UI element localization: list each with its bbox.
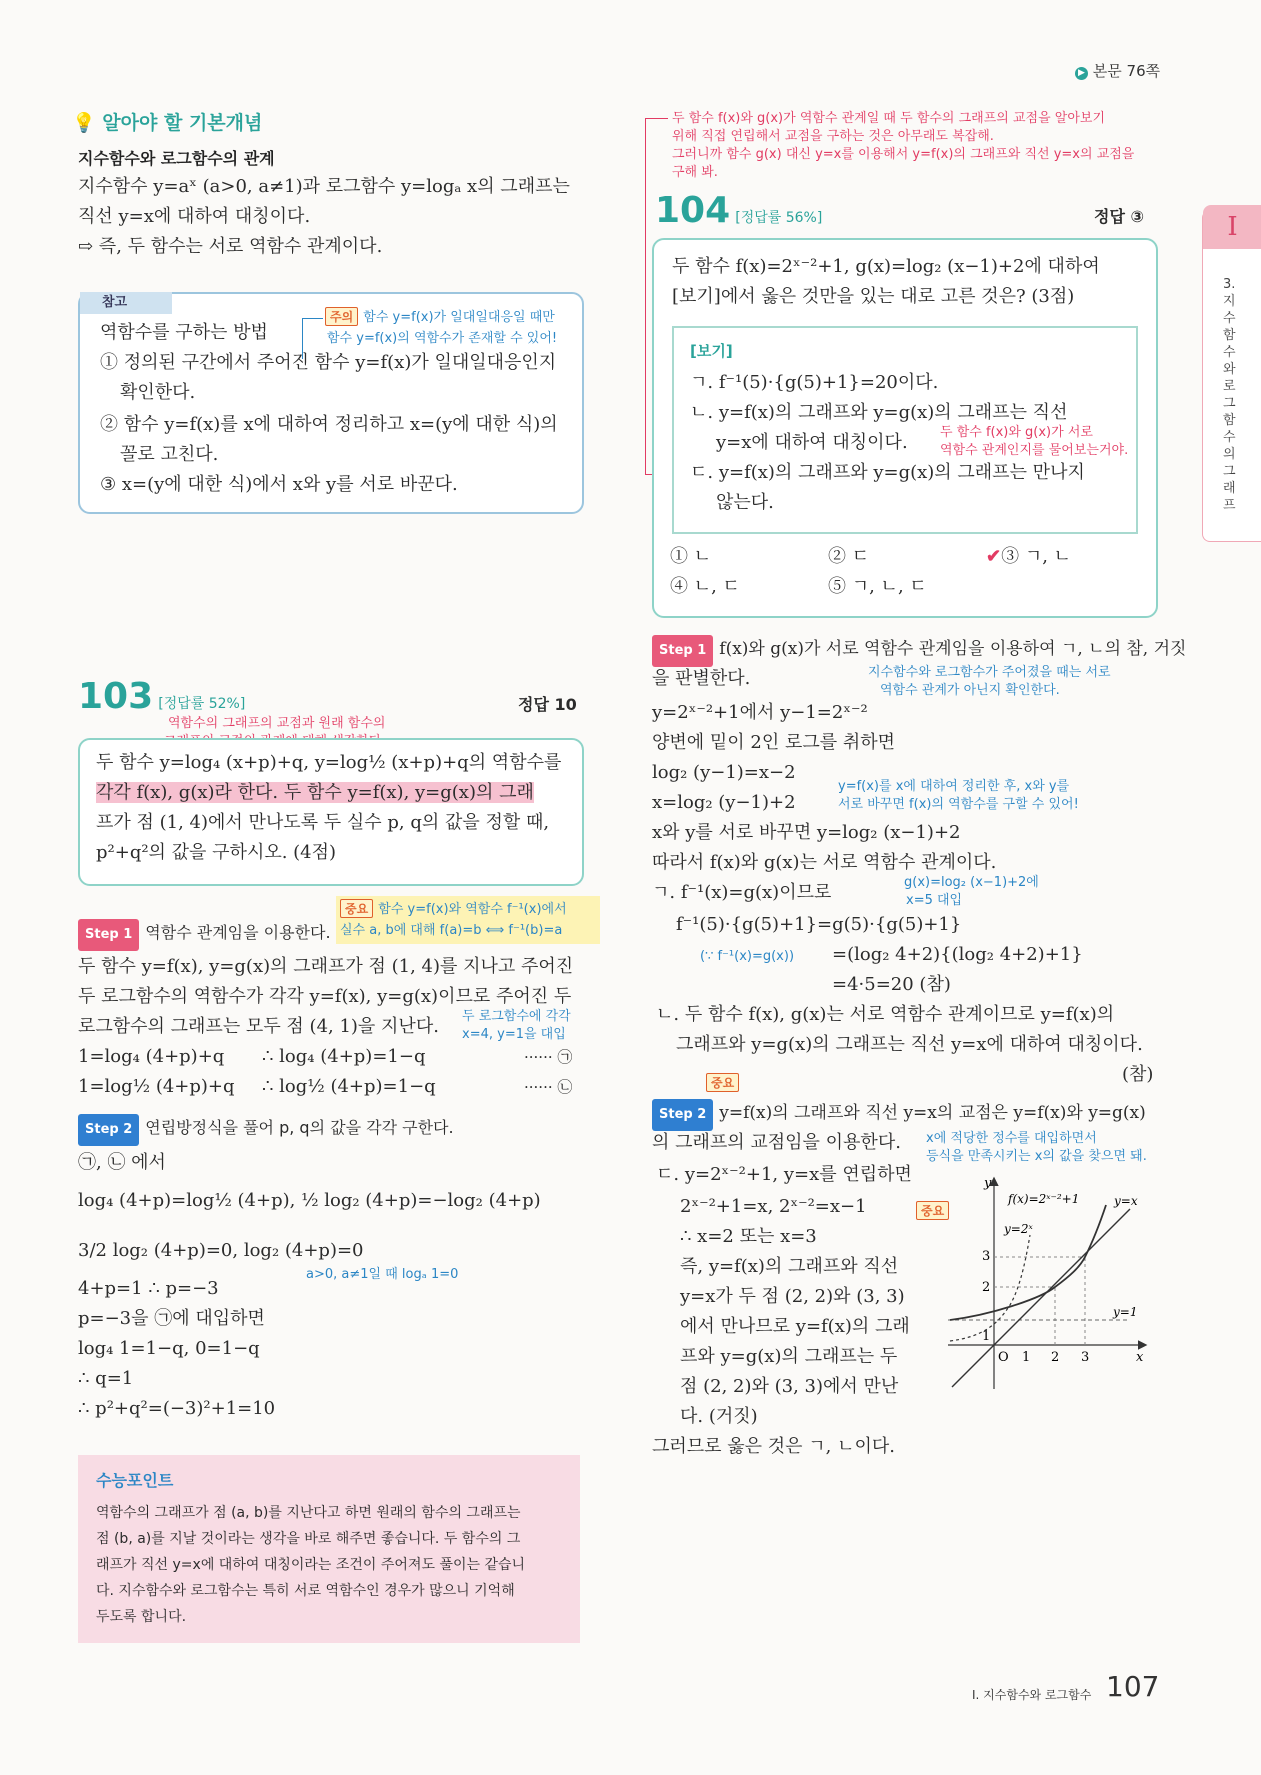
problem-103-step-1: Step 1 역함수 관계임을 이용한다.: [78, 918, 331, 951]
reference-step-1-cont: 확인한다.: [120, 382, 196, 403]
d-line-5: y=x가 두 점 (2, 2)와 (3, 3): [680, 1286, 905, 1307]
caution-connector: [302, 318, 323, 359]
function-graph: [930, 1175, 1160, 1395]
d-line-1: ㄷ. y=2ˣ⁻²+1, y=x를 연립하면: [656, 1164, 912, 1185]
x-axis-label: x: [1136, 1350, 1144, 1365]
bogi-item-1: ㄱ. f⁻¹(5)·{g(5)+1}=20이다.: [690, 372, 939, 393]
sol-line-9: =(log₂ 4+2){(log₂ 4+2)+1}: [832, 944, 1083, 965]
sol-line-7: ㄱ. f⁻¹(x)=g(x)이므로: [652, 882, 832, 903]
problem-104-step-1: Step 1 f(x)와 g(x)가 서로 역함수 관계임을 이용하여 ㄱ, ㄴ의 참, 거짓: [652, 634, 1186, 667]
step2-note-104: x에 적당한 정수를 대입하면서 등식을 만족시키는 x의 값을 찾으면 돼.: [926, 1131, 1147, 1164]
important-badge: 중요: [340, 899, 373, 918]
eq-1-mark: ······ ㉠: [524, 1048, 573, 1066]
step-2-tag-104: Step 2: [652, 1099, 713, 1131]
sol-line-2: 양변에 밑이 2인 로그를 취하면: [652, 732, 895, 753]
problem-104-number: 104 [정답률 56%]: [655, 190, 823, 231]
sol-line-6: 따라서 f(x)와 g(x)는 서로 역함수 관계이다.: [652, 852, 997, 873]
problem-104-answer: 정답 ③: [1094, 207, 1145, 226]
bogi-item-3: ㄷ. y=f(x)의 그래프와 y=g(x)의 그래프는 만나지: [690, 462, 1085, 483]
concept-heading: 💡 알아야 할 기본개념: [72, 112, 263, 134]
d-line-6: 에서 만나므로 y=f(x)의 그래: [680, 1316, 910, 1337]
bogi-note: 두 함수 f(x)와 g(x)가 서로 역함수 관계인지를 물어보는거야.: [940, 425, 1129, 458]
step2-line-3: 3/2 log₂ (4+p)=0, log₂ (4+p)=0: [78, 1240, 364, 1261]
bogi-item-3-cont: 않는다.: [716, 492, 774, 513]
exam-point-line-1: 역함수의 그래프가 점 (a, b)를 지난다고 하면 원래의 함수의 그래프는: [96, 1505, 521, 1521]
y-tick-3: 3: [982, 1249, 991, 1264]
exam-point-line-5: 두도록 합니다.: [96, 1609, 187, 1625]
d-line-3: ∴ x=2 또는 x=3: [680, 1226, 817, 1247]
check-mark-icon: ✔: [986, 546, 1002, 567]
exam-point-title: 수능포인트: [96, 1471, 174, 1490]
reference-step-2: ② 함수 y=f(x)를 x에 대하여 정리하고 x=(y에 대한 식)의: [100, 414, 558, 435]
sol-line-8: f⁻¹(5)·{g(5)+1}=g(5)·{g(5)+1}: [676, 914, 962, 935]
step1-substitute-note: 두 로그함수에 각각 x=4, y=1을 대입: [462, 1009, 571, 1042]
bogi-item-2-cont: y=x에 대하여 대칭이다.: [716, 432, 908, 453]
asymptote-label: y=1: [1113, 1305, 1138, 1319]
exam-point-line-4: 다. 지수함수와 로그함수는 특히 서로 역함수인 경우가 많으니 기억해: [96, 1583, 515, 1599]
sol-line-1: y=2ˣ⁻²+1에서 y−1=2ˣ⁻²: [652, 702, 868, 723]
important-note: 중요 함수 y=f(x)와 역함수 f⁻¹(x)에서 실수 a, b에 대해 f(a)=b ⟺ f⁻¹(b)=a: [336, 896, 600, 944]
choice-2[interactable]: ② ㄷ: [828, 546, 870, 567]
side-tab-roman: I: [1203, 205, 1261, 249]
sol-line-10: =4·5=20 (참): [832, 974, 951, 995]
step1-line-2: 두 로그함수의 역함수가 각각 y=f(x), y=g(x)이므로 주어진 두: [78, 986, 572, 1007]
x-tick-1: 1: [1022, 1350, 1031, 1365]
eq-2-left: 1=log½ (4+p)+q: [78, 1076, 235, 1097]
bogi-item-2: ㄴ. y=f(x)의 그래프와 y=g(x)의 그래프는 직선: [690, 402, 1068, 423]
x-tick-2: 2: [1051, 1350, 1060, 1365]
sol-line-3: log₂ (y−1)=x−2: [652, 762, 796, 783]
chapter-side-tab: [1202, 210, 1261, 542]
log-note: a>0, a≠1일 때 logₐ 1=0: [306, 1267, 459, 1282]
step2-line-4: 4+p=1 ∴ p=−3: [78, 1278, 219, 1299]
step2-line-7: ∴ q=1: [78, 1368, 134, 1389]
concept-line-2: 직선 y=x에 대하여 대칭이다.: [78, 206, 311, 227]
sol-line-4: x=log₂ (y−1)+2: [652, 792, 796, 813]
concept-line-1: 지수함수 y=aˣ (a>0, a≠1)과 로그함수 y=logₐ x의 그래프는: [78, 176, 570, 197]
eq-1-right: ∴ log₄ (4+p)=1−q: [262, 1046, 426, 1067]
problem-103-top-note: 역함수의 그래프의 교점과 원래 함수의: [168, 716, 386, 731]
problem-104-q-line-2: [보기]에서 옳은 것만을 있는 대로 고른 것은? (3점): [672, 286, 1075, 307]
caution-badge: 주의: [325, 307, 358, 326]
x-tick-3: 3: [1081, 1350, 1090, 1365]
origin-label: O: [998, 1350, 1009, 1365]
choice-4[interactable]: ④ ㄴ, ㄷ: [670, 576, 740, 597]
caution-note: 주의 함수 y=f(x)가 일대일대응일 때만 함수 y=f(x)의 역함수가 존재할 수 있어!: [325, 306, 557, 348]
reference-tag: 참고: [80, 292, 172, 314]
n-badge: 중요: [706, 1072, 739, 1092]
n-line-1: ㄴ. 두 함수 f(x), g(x)는 서로 역함수 관계이므로 y=f(x)의: [656, 1004, 1115, 1025]
step-1-tag: Step 1: [78, 919, 139, 951]
choice-5[interactable]: ⑤ ㄱ, ㄴ, ㄷ: [828, 576, 927, 597]
footer-chapter: I. 지수함수와 로그함수: [972, 1688, 1092, 1702]
y-axis-label: y: [984, 1176, 992, 1191]
step1-note-104: 지수함수와 로그함수가 주어졌을 때는 서로 역함수 관계가 아닌지 확인한다.: [868, 665, 1111, 698]
d-line-10: 그러므로 옳은 것은 ㄱ, ㄴ이다.: [652, 1436, 895, 1457]
problem-104-step-2: Step 2 y=f(x)의 그래프와 직선 y=x의 교점은 y=f(x)와 y=g(x): [652, 1098, 1146, 1131]
problem-103-step-2: Step 2 연립방정식을 풀어 p, q의 값을 각각 구한다.: [78, 1113, 454, 1146]
y-tick-2: 2: [982, 1280, 991, 1295]
d-line-8: 점 (2, 2)와 (3, 3)에서 만난: [680, 1376, 899, 1397]
step2-line-1: ㉠, ㉡ 에서: [78, 1152, 166, 1173]
d-badge: 중요: [916, 1200, 949, 1220]
d-line-4: 즉, y=f(x)의 그래프와 직선: [680, 1256, 899, 1277]
n-line-3: (참): [1122, 1064, 1154, 1085]
problem-104-q-line-1: 두 함수 f(x)=2ˣ⁻²+1, g(x)=log₂ (x−1)+2에 대하여: [672, 256, 1100, 277]
reference-step-2-cont: 꼴로 고친다.: [120, 444, 219, 465]
d-line-7: 프와 y=g(x)의 그래프는 두: [680, 1346, 898, 1367]
reference-title: 역함수를 구하는 방법: [100, 322, 268, 343]
choice-3[interactable]: ✔③ ㄱ, ㄴ: [986, 546, 1072, 567]
step1-line-3: 로그함수의 그래프는 모두 점 (4, 1)을 지난다.: [78, 1016, 439, 1037]
step2-line-6: log₄ 1=1−q, 0=1−q: [78, 1338, 260, 1359]
reference-step-3: ③ x=(y에 대한 식)에서 x와 y를 서로 바꾼다.: [100, 474, 458, 495]
problem-103-q-line-1: 두 함수 y=log₄ (x+p)+q, y=log½ (x+p)+q의 역함수를: [96, 752, 562, 773]
curve-f-label: f(x)=2ˣ⁻²+1: [1008, 1192, 1080, 1206]
sol-note-3: (∵ f⁻¹(x)=g(x)): [700, 949, 795, 964]
lightbulb-icon: 💡: [72, 112, 96, 134]
eq-2-mark: ······ ㉡: [524, 1078, 573, 1096]
line-yx-label: y=x: [1114, 1194, 1138, 1208]
d-line-2: 2ˣ⁻²+1=x, 2ˣ⁻²=x−1: [680, 1196, 867, 1217]
line-y-equals-x: [952, 1209, 1130, 1387]
page-number: 107: [1106, 1670, 1160, 1703]
y-tick-1: 1: [982, 1329, 991, 1344]
problem-103-q-line-3: 프가 점 (1, 4)에서 만나도록 두 실수 p, q의 값을 정할 때,: [96, 812, 550, 833]
reference-step-1: ① 정의된 구간에서 주어진 함수 y=f(x)가 일대일대응인지: [100, 352, 557, 373]
step-2-tag: Step 2: [78, 1114, 139, 1146]
step2-line-8: ∴ p²+q²=(−3)²+1=10: [78, 1398, 276, 1419]
step1-line-1: 두 함수 y=f(x), y=g(x)의 그래프가 점 (1, 4)를 지나고 주어진: [78, 956, 574, 977]
step2-line-5: p=−3을 ㉠에 대입하면: [78, 1308, 265, 1329]
step2-title-cont: 의 그래프의 교점임을 이용한다.: [652, 1132, 901, 1153]
sol-note-2: g(x)=log₂ (x−1)+2에 x=5 대입: [904, 875, 1039, 908]
bogi-title: [보기]: [690, 342, 733, 360]
step2-line-2: log₄ (4+p)=log½ (4+p), ½ log₂ (4+p)=−log₂ (4+p): [78, 1190, 541, 1211]
problem-103-q-line-4: p²+q²의 값을 구하시오. (4점): [96, 842, 337, 863]
n-line-2: 그래프와 y=g(x)의 그래프는 직선 y=x에 대하여 대칭이다.: [676, 1034, 1143, 1055]
problem-104-top-note: 두 함수 f(x)와 g(x)가 역함수 관계일 때 두 함수의 그래프의 교점을 알아보기 위해 직접 연립해서 교점을 구하는 것은 아무래도 복잡해. 그러니까 함수 g(x) 대신 y=x를 이용해서 y=f(x)의 그래프와 직선 y=x의 교점을 구해 봐.: [672, 111, 1135, 180]
sol-line-5: x와 y를 서로 바꾸면 y=log₂ (x−1)+2: [652, 822, 961, 843]
concept-subheading: 지수함수와 로그함수의 관계: [78, 149, 275, 168]
eq-1-left: 1=log₄ (4+p)+q: [78, 1046, 225, 1067]
problem-103-q-line-2: 각각 f(x), g(x)라 한다. 두 함수 y=f(x), y=g(x)의 그래: [96, 782, 534, 803]
concept-line-3: ⇨ 즉, 두 함수는 서로 역함수 관계이다.: [78, 236, 383, 257]
exam-point-line-2: 점 (b, a)를 지날 것이라는 생각을 바로 해주면 좋습니다. 두 함수의 그: [96, 1531, 521, 1547]
sol-note-1: y=f(x)를 x에 대하여 정리한 후, x와 y를 서로 바꾸면 f(x)의 역함수를 구할 수 있어!: [838, 779, 1079, 812]
exam-point-line-3: 래프가 직선 y=x에 대하여 대칭이라는 조건이 주어져도 풀이는 같습니: [96, 1557, 526, 1573]
d-line-9: 다. (거짓): [680, 1406, 758, 1427]
curve-exp-label: y=2ˣ: [1004, 1222, 1033, 1236]
circle-arrow-icon: ▶: [1075, 67, 1088, 80]
step-1-tag-104: Step 1: [652, 635, 713, 667]
step1-title-cont: 을 판별한다.: [652, 668, 751, 689]
problem-103-number: 103 [정답률 52%]: [78, 676, 246, 717]
side-tab-chapter: 3.지수함수와로그함수의그래프: [1223, 277, 1236, 513]
page-reference: ▶ 본문 76쪽: [1075, 60, 1160, 81]
choice-1[interactable]: ① ㄴ: [670, 546, 712, 567]
eq-2-right: ∴ log½ (4+p)=1−q: [262, 1076, 436, 1097]
problem-103-answer: 정답 10: [518, 695, 577, 714]
